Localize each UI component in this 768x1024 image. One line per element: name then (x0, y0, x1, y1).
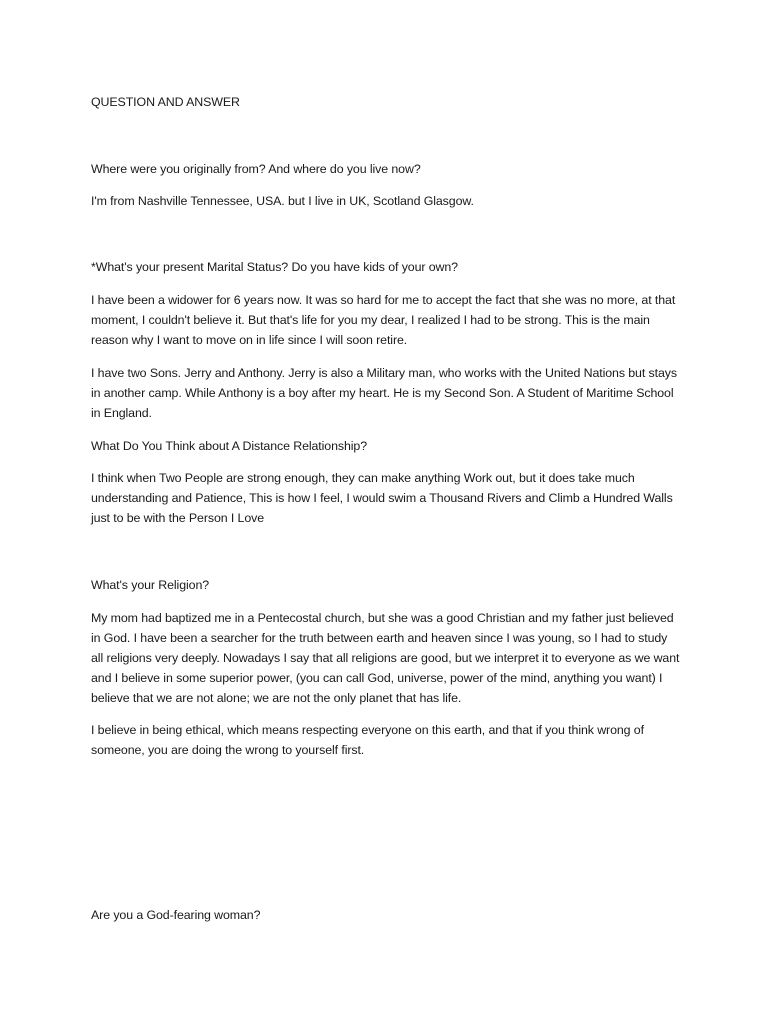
answer-religion: My mom had baptized me in a Pentecostal church, but she was a good Christian and my father just believed in God. I have been a searcher for the truth between earth and heaven since I was young, so I had to study all religions very deeply. Nowadays I say that all religions are good, but we interpret it to everyone as we want and I believe in some superior power, (you can call God, universe, power of the mind, anything you want) I believe that we are not alone; we are not the only planet that has life. (91, 611, 680, 705)
question-distance-relationship: What Do You Think about A Distance Relationship? (91, 439, 368, 453)
answer-kids: I have two Sons. Jerry and Anthony. Jerry is also a Military man, who works with the United Nations but stays in another camp. While Anthony is a boy after my heart. He is my Second Son. A Student of Maritime School in England. (91, 366, 677, 420)
answer-distance-relationship: I think when Two People are strong enough, they can make anything Work out, but it does take much understanding and Patience, This is how I feel, I would swim a Thousand Rivers and Climb a Hundred Walls just to be with the Person I Love (91, 471, 673, 525)
document-title: QUESTION AND ANSWER (91, 95, 240, 109)
question-god-fearing: Are you a God-fearing woman? (91, 908, 261, 922)
question-origin: Where were you originally from? And where do you live now? (91, 162, 421, 176)
answer-ethics: I believe in being ethical, which means respecting everyone on this earth, and that if you think wrong of someone, you are doing the wrong to yourself first. (91, 723, 644, 757)
answer-marital-status: I have been a widower for 6 years now. It was so hard for me to accept the fact that she was no more, at that moment, I couldn't believe it. But that's life for you my dear, I realized I had to be strong. This is the main reason why I want to move on in life since I will soon retire. (91, 293, 676, 347)
answer-origin: I'm from Nashville Tennessee, USA. but I live in UK, Scotland Glasgow. (91, 194, 474, 208)
question-religion: What's your Religion? (91, 578, 210, 592)
question-marital-status: *What's your present Marital Status? Do you have kids of your own? (91, 260, 458, 274)
